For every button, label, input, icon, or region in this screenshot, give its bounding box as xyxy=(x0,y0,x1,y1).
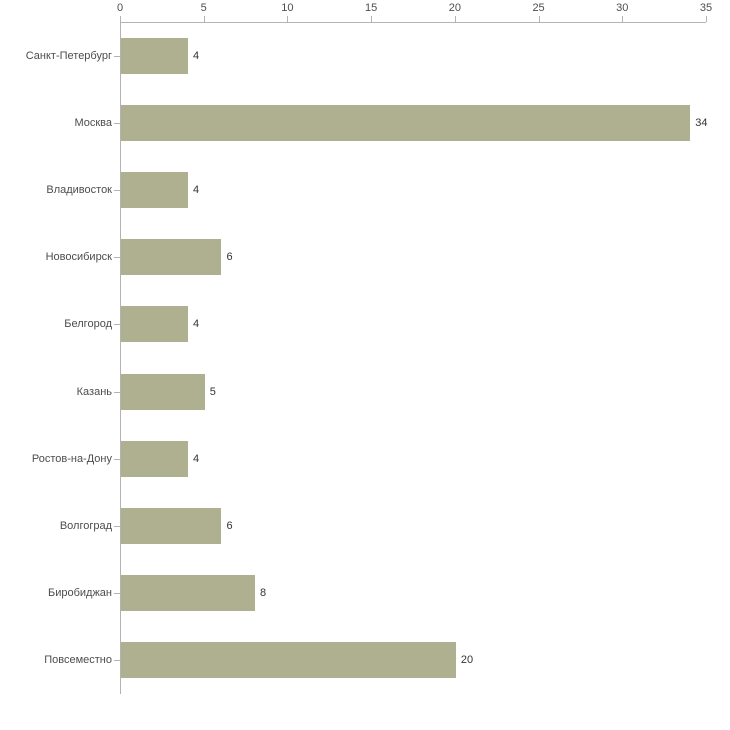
x-tick-label: 25 xyxy=(532,2,545,14)
y-tick-label: Новосибирск xyxy=(45,251,112,264)
bar-value-label: 5 xyxy=(209,385,216,398)
x-tick xyxy=(706,16,707,22)
bar[interactable] xyxy=(121,172,188,208)
bar[interactable] xyxy=(121,239,221,275)
bar-value-label: 34 xyxy=(695,116,708,129)
y-tick-label: Санкт-Петербург xyxy=(25,49,112,62)
bar-value-label: 6 xyxy=(226,251,233,264)
x-tick-label: 35 xyxy=(699,2,713,14)
bar-value-label: 6 xyxy=(226,520,233,532)
x-tick-label: 30 xyxy=(616,2,629,14)
bar[interactable] xyxy=(121,306,188,342)
bar[interactable] xyxy=(121,105,690,141)
y-tick-label: Биробиджан xyxy=(47,587,112,600)
bar[interactable] xyxy=(121,38,188,74)
bar-value-label: 8 xyxy=(259,587,267,600)
y-tick-label: Волгоград xyxy=(59,520,112,532)
x-tick-label: 10 xyxy=(281,2,294,14)
bar-value-label: 4 xyxy=(192,318,200,331)
bar[interactable] xyxy=(121,441,188,477)
bar[interactable] xyxy=(121,575,255,611)
bar-value-label: 4 xyxy=(192,184,200,196)
x-tick-label: 0 xyxy=(116,2,124,14)
x-tick-label: 15 xyxy=(365,2,378,14)
y-tick-label: Повсеместно xyxy=(44,654,112,667)
x-tick-label: 5 xyxy=(200,2,207,14)
y-tick-label: Казань xyxy=(76,385,112,398)
bar[interactable] xyxy=(121,374,205,410)
bar-value-label: 20 xyxy=(460,654,474,667)
y-tick-label: Ростов-на-Дону xyxy=(31,452,112,465)
y-tick-label: Москва xyxy=(74,116,112,129)
bar-value-label: 4 xyxy=(192,452,200,465)
y-tick-label: Владивосток xyxy=(46,184,112,196)
y-tick-label: Белгород xyxy=(64,318,112,331)
bars-container xyxy=(120,22,706,694)
bar-value-label: 4 xyxy=(192,49,200,62)
bar[interactable] xyxy=(121,642,456,678)
bar[interactable] xyxy=(121,508,221,544)
x-tick-label: 20 xyxy=(448,2,461,14)
